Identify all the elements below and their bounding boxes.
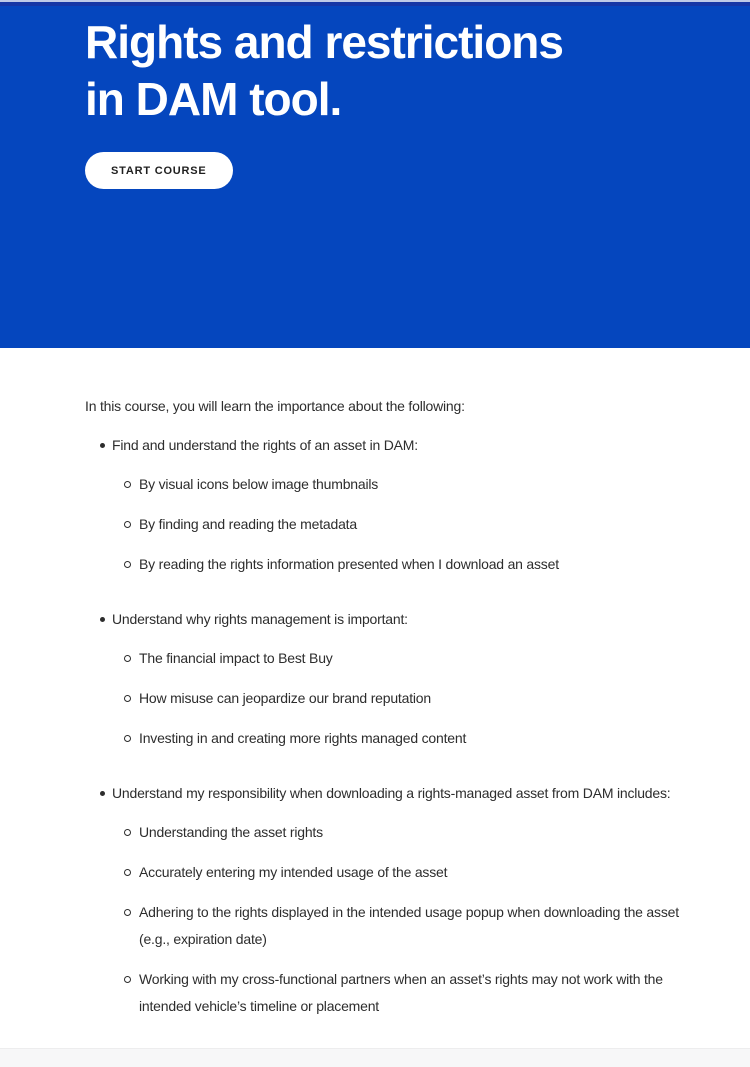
outline-sub-item: Understanding the asset rights xyxy=(139,819,685,846)
outline-sub-item: Accurately entering my intended usage of the asset xyxy=(139,859,685,886)
outline-sub-item: Working with my cross-functional partners when an asset’s rights may not work with the intended vehicle’s timeline or placement xyxy=(139,966,685,1020)
course-overview-body xyxy=(85,393,685,1020)
start-course-button[interactable]: START COURSE xyxy=(85,152,233,189)
next-section-edge xyxy=(0,1048,750,1067)
outline-sub-list xyxy=(85,471,685,578)
outline-group-text: Find and understand the rights of an asset in DAM: xyxy=(112,437,418,453)
outline-sub-item: How misuse can jeopardize our brand reputation xyxy=(139,685,685,712)
outline-sub-item: By visual icons below image thumbnails xyxy=(139,471,685,498)
outline-sub-item: By reading the rights information presented when I download an asset xyxy=(139,551,685,578)
course-title-line: in DAM tool. xyxy=(85,73,342,125)
course-hero xyxy=(0,0,750,348)
outline-group xyxy=(85,432,685,578)
outline-group xyxy=(85,606,685,752)
hero-top-shade xyxy=(0,2,750,6)
course-overview-lead: In this course, you will learn the importance about the following: xyxy=(85,398,465,414)
outline-sub-item: By finding and reading the metadata xyxy=(139,511,685,538)
outline-group xyxy=(85,780,685,1020)
outline-group-text: Understand why rights management is important: xyxy=(112,611,408,627)
outline-sub-item: Investing in and creating more rights managed content xyxy=(139,725,685,752)
outline-sub-list xyxy=(85,645,685,752)
course-title xyxy=(85,14,680,128)
course-overview-section xyxy=(0,348,750,1048)
outline-sub-item: Adhering to the rights displayed in the intended usage popup when downloading the asset (e.g., expiration date) xyxy=(139,899,685,953)
outline-group-text: Understand my responsibility when downloading a rights-managed asset from DAM includes: xyxy=(112,785,671,801)
learning-outline xyxy=(85,432,685,1020)
outline-sub-item: The financial impact to Best Buy xyxy=(139,645,685,672)
course-title-line: Rights and restrictions xyxy=(85,16,563,68)
outline-sub-list xyxy=(85,819,685,1020)
